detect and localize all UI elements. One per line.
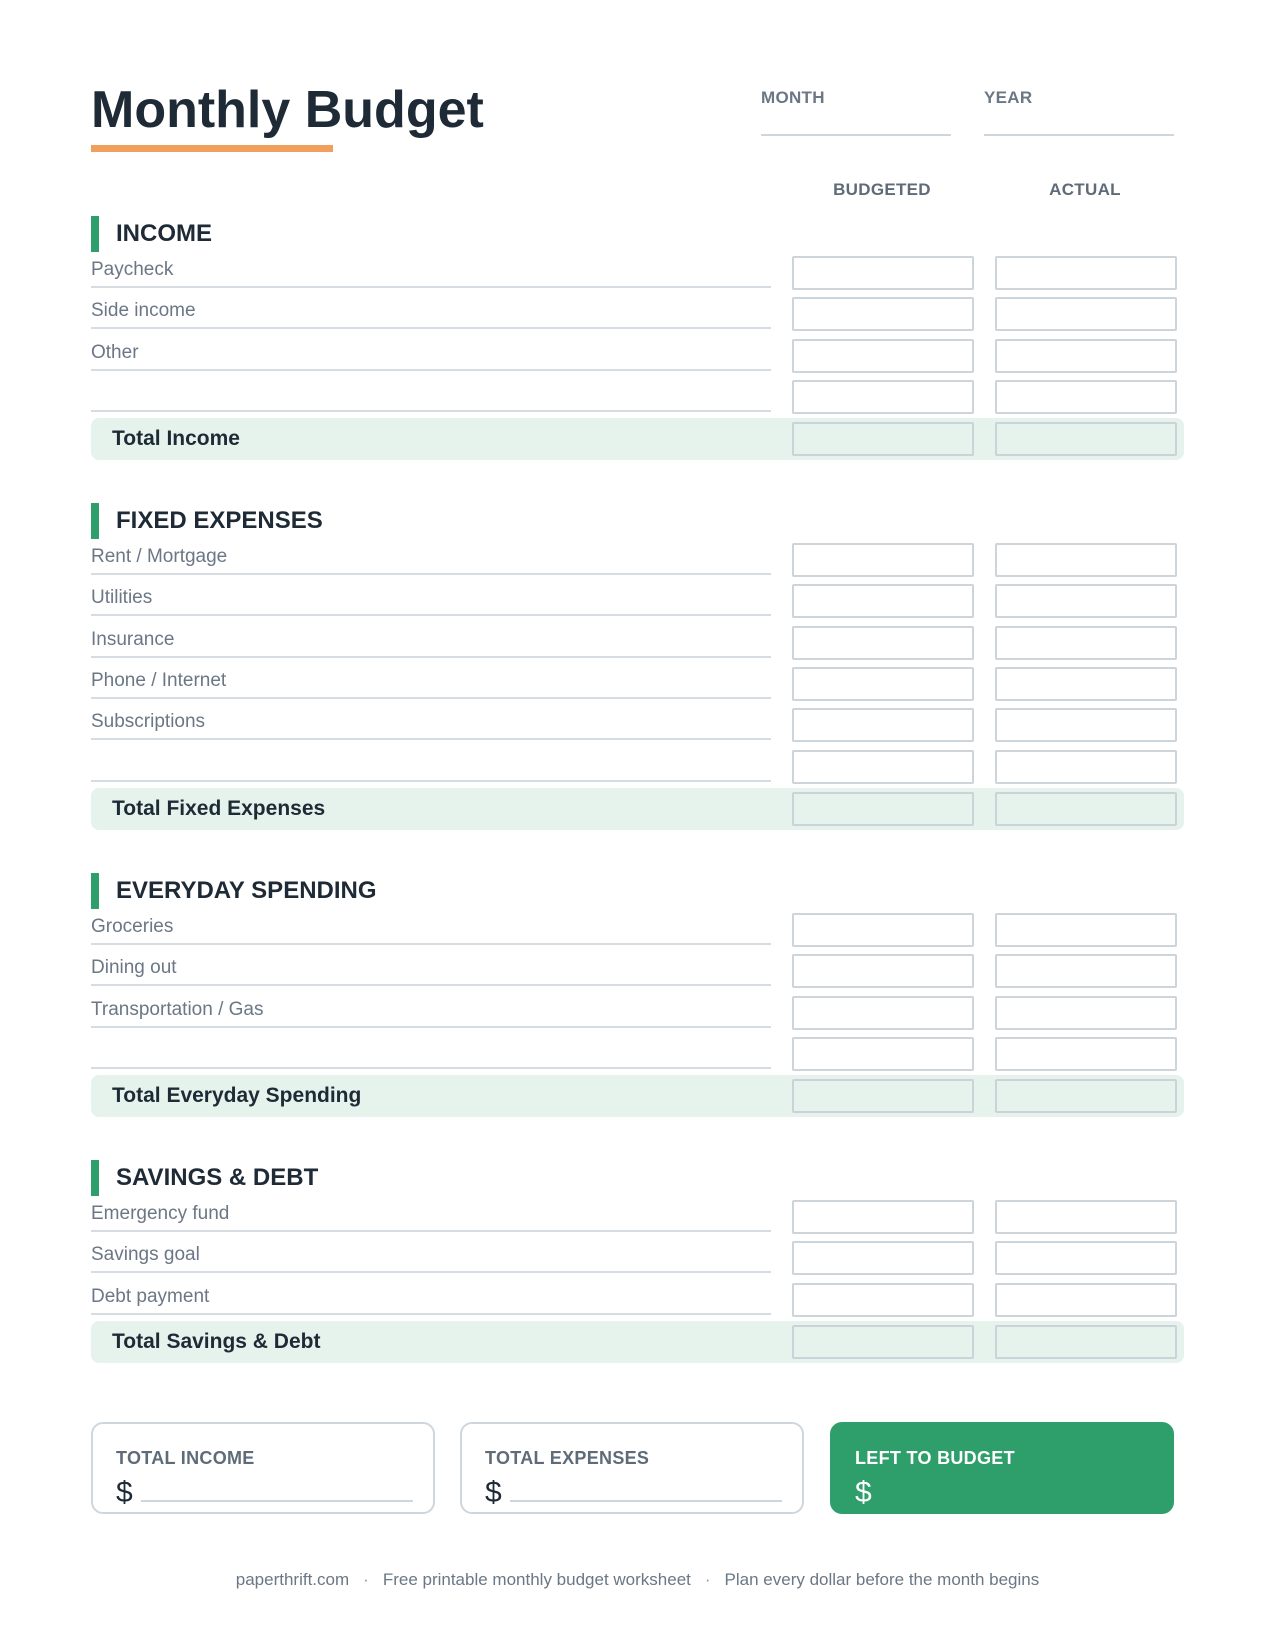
budgeted-input[interactable]	[792, 256, 974, 290]
actual-input[interactable]	[995, 913, 1177, 947]
row-line	[91, 573, 771, 575]
total-budgeted-input[interactable]	[792, 792, 974, 826]
title-underline	[91, 145, 333, 152]
footer-motto: Plan every dollar before the month begins	[724, 1570, 1040, 1589]
row-label: Transportation / Gas	[91, 998, 264, 1020]
section-accent-bar	[91, 873, 99, 909]
row-line	[91, 656, 771, 658]
actual-input[interactable]	[995, 297, 1177, 331]
row-line	[91, 614, 771, 616]
total-actual-input[interactable]	[995, 1325, 1177, 1359]
total-label-fixed: Total Fixed Expenses	[112, 796, 326, 820]
actual-input[interactable]	[995, 750, 1177, 784]
dollar-sign: $	[485, 1476, 502, 1509]
actual-input[interactable]	[995, 626, 1177, 660]
row-label: Side income	[91, 300, 196, 322]
row-label: Utilities	[91, 587, 153, 609]
row-label: Groceries	[91, 916, 174, 937]
footer-separator: ·	[704, 1570, 711, 1589]
left-to-budget-card	[830, 1422, 1174, 1514]
budgeted-input[interactable]	[792, 667, 974, 701]
year-label: YEAR	[984, 88, 1033, 107]
budgeted-input[interactable]	[792, 1283, 974, 1317]
actual-input[interactable]	[995, 256, 1177, 290]
budgeted-input[interactable]	[792, 584, 974, 618]
row-label: Phone / Internet	[91, 669, 227, 691]
row-label: Rent / Mortgage	[91, 546, 228, 567]
total-expenses-label: TOTAL EXPENSES	[485, 1448, 650, 1468]
footer-tagline: Free printable monthly budget worksheet	[382, 1570, 691, 1589]
total-expenses-field[interactable]	[510, 1500, 782, 1502]
total-label-everyday: Total Everyday Spending	[112, 1084, 362, 1108]
row-label: Subscriptions	[91, 711, 206, 733]
row-line	[91, 286, 771, 288]
row-label: Emergency fund	[91, 1203, 230, 1224]
total-budgeted-input[interactable]	[792, 1079, 974, 1113]
section-title-income: INCOME	[116, 220, 212, 247]
footer-site: paperthrift.com	[235, 1570, 350, 1589]
footer	[0, 1570, 1275, 1590]
budgeted-input[interactable]	[792, 750, 974, 784]
actual-input[interactable]	[995, 1200, 1177, 1234]
left-to-budget-label: LEFT TO BUDGET	[855, 1448, 1015, 1468]
row-line	[91, 780, 771, 782]
budgeted-input[interactable]	[792, 913, 974, 947]
row-line	[91, 697, 771, 699]
total-budgeted-input[interactable]	[792, 1325, 974, 1359]
total-actual-input[interactable]	[995, 792, 1177, 826]
section-title-everyday: EVERYDAY SPENDING	[116, 877, 377, 904]
section-title-fixed: FIXED EXPENSES	[116, 507, 323, 534]
total-income-label: TOTAL INCOME	[116, 1448, 255, 1468]
dollar-sign[interactable]: $	[855, 1476, 872, 1509]
year-field[interactable]	[984, 134, 1174, 136]
row-line	[91, 410, 771, 412]
actual-input[interactable]	[995, 954, 1177, 988]
total-label-savings: Total Savings & Debt	[112, 1329, 321, 1353]
month-label: MONTH	[761, 88, 825, 107]
row-line	[91, 738, 771, 740]
total-income-card	[91, 1422, 435, 1514]
budgeted-input[interactable]	[792, 1200, 974, 1234]
total-actual-input[interactable]	[995, 422, 1177, 456]
budgeted-input[interactable]	[792, 708, 974, 742]
actual-input[interactable]	[995, 339, 1177, 373]
total-income-field[interactable]	[141, 1500, 413, 1502]
column-header-budgeted: BUDGETED	[833, 180, 931, 199]
row-line	[91, 327, 771, 329]
actual-input[interactable]	[995, 708, 1177, 742]
section-title-savings: SAVINGS & DEBT	[116, 1164, 319, 1191]
row-label: Paycheck	[91, 259, 174, 280]
total-actual-input[interactable]	[995, 1079, 1177, 1113]
actual-input[interactable]	[995, 1241, 1177, 1275]
column-header-actual: ACTUAL	[1049, 180, 1121, 199]
total-expenses-card	[460, 1422, 804, 1514]
row-line	[91, 1230, 771, 1232]
actual-input[interactable]	[995, 1283, 1177, 1317]
page-title: Monthly Budget	[91, 81, 484, 139]
budgeted-input[interactable]	[792, 954, 974, 988]
row-line	[91, 984, 771, 986]
budgeted-input[interactable]	[792, 1241, 974, 1275]
actual-input[interactable]	[995, 543, 1177, 577]
row-line	[91, 1271, 771, 1273]
budgeted-input[interactable]	[792, 380, 974, 414]
footer-separator: ·	[363, 1570, 369, 1589]
row-line	[91, 1026, 771, 1028]
row-line	[91, 1067, 771, 1069]
actual-input[interactable]	[995, 380, 1177, 414]
row-label: Debt payment	[91, 1285, 210, 1307]
actual-input[interactable]	[995, 1037, 1177, 1071]
actual-input[interactable]	[995, 667, 1177, 701]
actual-input[interactable]	[995, 584, 1177, 618]
actual-input[interactable]	[995, 996, 1177, 1030]
row-label: Dining out	[91, 957, 177, 979]
budgeted-input[interactable]	[792, 1037, 974, 1071]
section-accent-bar	[91, 503, 99, 539]
month-field[interactable]	[761, 134, 951, 136]
row-label: Other	[91, 341, 139, 363]
row-label: Insurance	[91, 628, 175, 650]
dollar-sign: $	[116, 1476, 133, 1509]
section-accent-bar	[91, 1160, 99, 1196]
total-label-income: Total Income	[112, 427, 240, 451]
budgeted-input[interactable]	[792, 543, 974, 577]
total-budgeted-input[interactable]	[792, 422, 974, 456]
row-line	[91, 369, 771, 371]
row-line	[91, 1313, 771, 1315]
budgeted-input[interactable]	[792, 626, 974, 660]
section-accent-bar	[91, 216, 99, 252]
row-label: Savings goal	[91, 1244, 200, 1266]
budgeted-input[interactable]	[792, 297, 974, 331]
budgeted-input[interactable]	[792, 996, 974, 1030]
row-line	[91, 943, 771, 945]
budgeted-input[interactable]	[792, 339, 974, 373]
